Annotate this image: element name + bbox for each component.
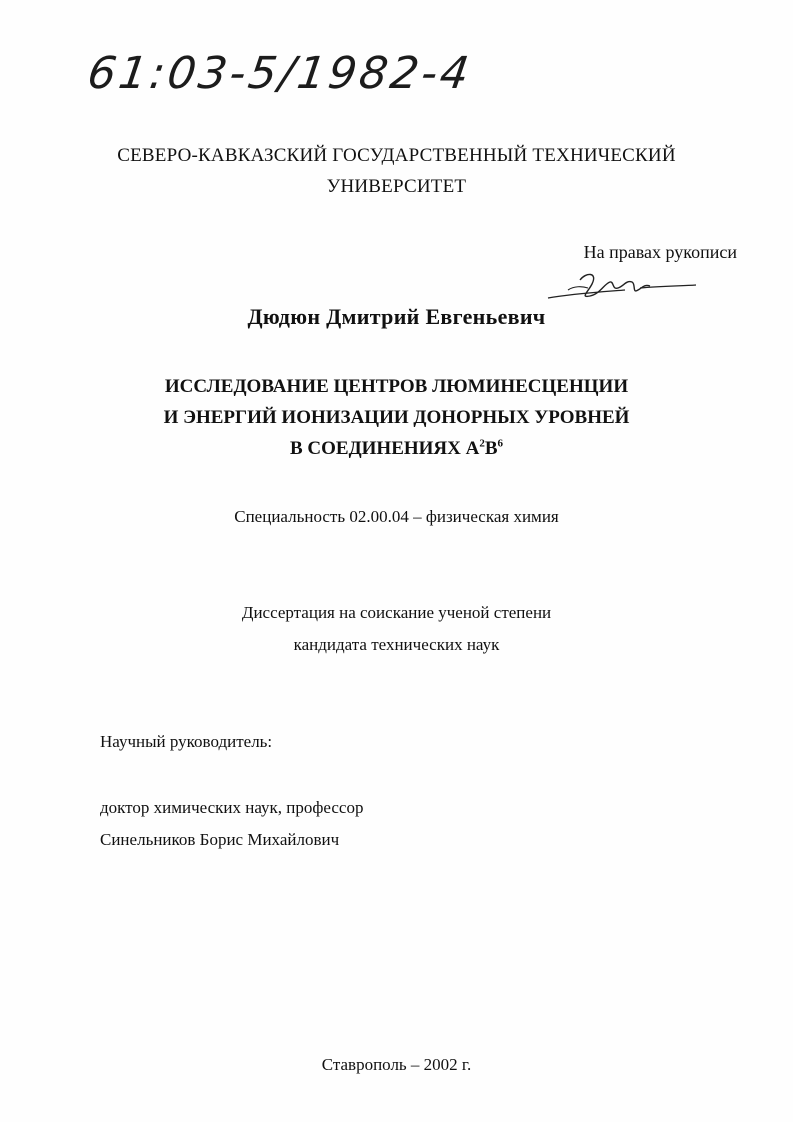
- supervisor-label: Научный руководитель:: [100, 732, 273, 751]
- supervisor-name: Синельников Борис Михайлович: [100, 830, 340, 849]
- university-name-line-2: УНИВЕРСИТЕТ: [326, 176, 467, 197]
- thesis-title-superscript-2: 2: [479, 437, 485, 450]
- thesis-title-line-3-b: В: [484, 438, 498, 459]
- thesis-title-line-2: И ЭНЕРГИЙ ИОНИЗАЦИИ ДОНОРНЫХ УРОВНЕЙ: [163, 407, 630, 428]
- dissertation-line-2: кандидата технических наук: [293, 635, 500, 654]
- archive-code-handwritten: 61:03-5/1982-4: [84, 48, 475, 99]
- author-name: Дюдюн Дмитрий Евгеньевич: [247, 304, 546, 329]
- supervisor-degree: доктор химических наук, профессор: [100, 798, 364, 817]
- university-name-line-1: СЕВЕРО-КАВКАЗСКИЙ ГОСУДАРСТВЕННЫЙ ТЕХНИЧЕСКИЙ: [117, 145, 676, 166]
- place-and-year: Ставрополь – 2002 г.: [321, 1055, 472, 1074]
- manuscript-rights-note: На правах рукописи: [583, 242, 737, 262]
- thesis-title-line-1: ИССЛЕДОВАНИЕ ЦЕНТРОВ ЛЮМИНЕСЦЕНЦИИ: [164, 376, 629, 397]
- dissertation-line-1: Диссертация на соискание ученой степени: [241, 603, 552, 622]
- thesis-title-superscript-6: 6: [497, 437, 504, 450]
- specialty-line: Специальность 02.00.04 – физическая химия: [234, 507, 559, 526]
- thesis-title-line-3-prefix: В СОЕДИНЕНИЯХ А: [289, 438, 480, 459]
- thesis-title-line-3: [0, 438, 793, 460]
